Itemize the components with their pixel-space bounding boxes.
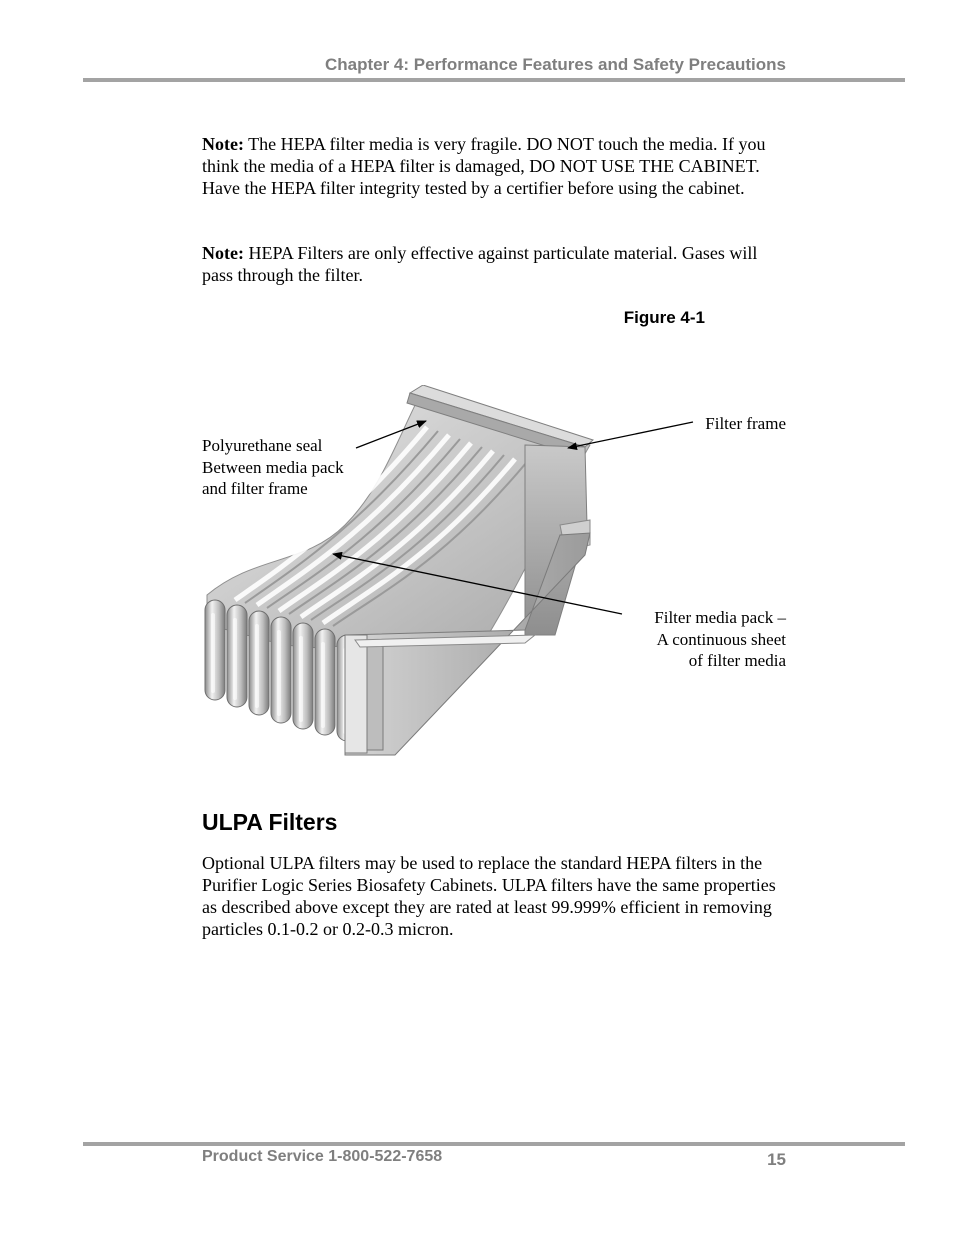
section-title: ULPA Filters (202, 809, 338, 835)
callout-line: Filter frame (705, 414, 786, 433)
chapter-header: Chapter 4: Performance Features and Safety Precautions (324, 55, 786, 74)
note-text: HEPA Filters are only effective against particulate material. Gases will pass through the filter. (202, 243, 758, 285)
footer-rule (83, 1142, 905, 1146)
callout-filter-frame (640, 413, 786, 435)
callout-line: A continuous sheet (656, 629, 786, 649)
media-leader-line (333, 554, 622, 614)
callout-line: Polyurethane seal (202, 436, 323, 455)
page-number: 15 (767, 1150, 786, 1169)
note-label: Note: (202, 134, 244, 154)
callout-filter-media-pack (616, 607, 786, 672)
figure-caption: Figure 4-1 (623, 308, 705, 327)
callout-line: Filter media pack – (654, 608, 786, 627)
note-text: The HEPA filter media is very fragile. DO NOT touch the media. If you think the media of a HEPA filter is damaged, DO NOT USE THE CABINET. Have the HEPA filter integrity tested by a certifier before using the cabinet. (202, 134, 766, 198)
callout-line: and filter frame (202, 479, 308, 498)
callout-polyurethane-seal (202, 435, 344, 500)
seal-leader-line (356, 421, 426, 448)
note-label: Note: (202, 243, 244, 263)
callout-line: of filter media (688, 651, 786, 670)
section-body: Optional ULPA filters may be used to replace the standard HEPA filters in the Purifier Logic Series Biosafety Cabinets. ULPA filters have the same properties as described above except they are rated at least 99.999% efficient in removing particles 0.1-0.2 or 0.2-0.3 micron. (202, 853, 776, 939)
product-service-line: Product Service 1-800-522-7658 (202, 1148, 443, 1165)
callout-line: Between media pack (202, 457, 344, 477)
